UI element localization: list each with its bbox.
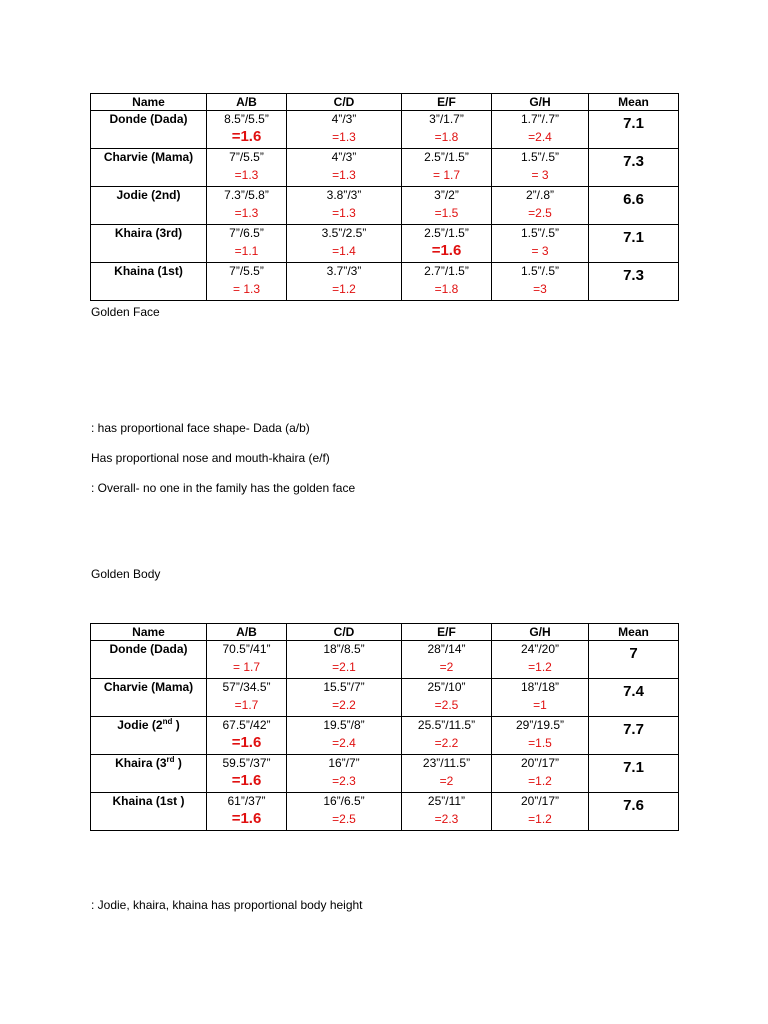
ratio-result: =2.4 [528, 130, 552, 144]
measurement-fraction: 3.7”/3” [326, 264, 362, 278]
person-name: Khaira (3rd ) [91, 755, 207, 793]
ratio-result: =1.3 [332, 130, 356, 144]
measurement-fraction: 57”/34.5” [222, 680, 271, 694]
person-name: Donde (Dada) [91, 641, 207, 679]
table-row [91, 263, 679, 301]
column-header: A/B [207, 94, 287, 111]
column-header: C/D [287, 94, 402, 111]
mean-value: 7.6 [589, 793, 679, 831]
ratio-cell [207, 225, 287, 263]
measurement-fraction: 4”/3” [331, 112, 357, 126]
ratio-result: =1.2 [528, 660, 552, 674]
measurement-fraction: 7”/5.5” [229, 264, 264, 278]
ratio-cell [207, 717, 287, 755]
measurement-fraction: 3”/1.7” [429, 112, 464, 126]
column-header: E/F [402, 624, 492, 641]
ratio-result: =2.4 [332, 736, 356, 750]
ratio-cell [402, 641, 492, 679]
table-row [91, 111, 679, 149]
ratio-result: =1.3 [234, 206, 259, 220]
person-name: Jodie (2nd ) [91, 717, 207, 755]
ratio-result: =2.2 [434, 736, 459, 750]
ratio-result: =2.3 [332, 774, 356, 788]
note-body-height: : Jodie, khaira, khaina has proportional body height [91, 898, 363, 912]
ratio-cell [207, 111, 287, 149]
mean-value: 7.1 [589, 225, 679, 263]
ratio-cell [287, 717, 402, 755]
ratio-result: =1.3 [332, 206, 356, 220]
ratio-cell [402, 679, 492, 717]
table-row [91, 641, 679, 679]
measurement-fraction: 1.5”/.5” [520, 150, 559, 164]
measurement-fraction: 18”/8.5” [323, 642, 365, 656]
table-row [91, 149, 679, 187]
golden-face-table [90, 93, 679, 301]
ratio-result: =2.5 [434, 698, 459, 712]
note-nose-mouth: Has proportional nose and mouth-khaira (e/f) [91, 451, 330, 465]
ratio-cell [492, 793, 589, 831]
measurement-fraction: 29”/19.5” [515, 718, 565, 732]
note-face-shape: : has proportional face shape- Dada (a/b) [91, 421, 310, 435]
measurement-fraction: 2.7”/1.5” [424, 264, 469, 278]
measurement-fraction: 23”/11.5” [422, 756, 471, 770]
ratio-cell [492, 225, 589, 263]
measurement-fraction: 59.5”/37” [222, 756, 271, 770]
ratio-cell [207, 679, 287, 717]
ratio-cell [207, 755, 287, 793]
ratio-result: =1.6 [231, 734, 262, 751]
measurement-fraction: 2.5”/1.5” [424, 150, 469, 164]
mean-value: 7 [589, 641, 679, 679]
measurement-fraction: 3.5”/2.5” [321, 226, 367, 240]
ratio-result: =1.1 [234, 244, 259, 258]
person-name: Khaina (1st) [91, 263, 207, 301]
measurement-fraction: 15.5”/7” [323, 680, 365, 694]
note-overall: : Overall- no one in the family has the golden face [91, 481, 356, 495]
ratio-result: = 1.7 [432, 168, 461, 182]
person-name: Khaira (3rd) [91, 225, 207, 263]
ratio-result: = 3 [531, 244, 549, 258]
measurement-fraction: 61”/37” [227, 794, 266, 808]
ratio-result: =1 [533, 698, 547, 712]
ratio-result: = 1.3 [232, 282, 261, 296]
ratio-result: =1.8 [434, 130, 459, 144]
measurement-fraction: 1.5”/.5” [520, 264, 559, 278]
ratio-cell [492, 149, 589, 187]
ratio-result: =1.6 [231, 772, 262, 789]
mean-value: 7.4 [589, 679, 679, 717]
ratio-cell [492, 263, 589, 301]
ratio-result: =3 [533, 282, 547, 296]
column-header: A/B [207, 624, 287, 641]
measurement-fraction: 19.5”/8” [323, 718, 365, 732]
ratio-result: =2 [439, 660, 454, 674]
ratio-result: =1.5 [528, 736, 552, 750]
ratio-result: =2.5 [528, 206, 552, 220]
measurement-fraction: 25.5”/11.5” [417, 718, 476, 732]
column-header: Name [91, 624, 207, 641]
person-name: Charvie (Mama) [91, 149, 207, 187]
table-row [91, 679, 679, 717]
person-name: Donde (Dada) [91, 111, 207, 149]
ratio-result: = 3 [531, 168, 549, 182]
ratio-cell [207, 263, 287, 301]
ratio-result: =1.2 [332, 282, 356, 296]
table-row [91, 717, 679, 755]
measurement-fraction: 18”/18” [520, 680, 560, 694]
ratio-result: =2.5 [332, 812, 356, 826]
person-name: Khaina (1st ) [91, 793, 207, 831]
ratio-result: =1.5 [434, 206, 459, 220]
ratio-result: =2.2 [332, 698, 356, 712]
golden-body-label: Golden Body [91, 567, 161, 581]
measurement-fraction: 70.5”/41” [222, 642, 271, 656]
column-header: C/D [287, 624, 402, 641]
ratio-cell [402, 793, 492, 831]
ratio-cell [287, 225, 402, 263]
ordinal-suffix: nd [162, 717, 173, 726]
table-header-row [91, 624, 679, 641]
ratio-result: =1.6 [231, 810, 262, 827]
golden-face-label: Golden Face [91, 305, 160, 319]
measurement-fraction: 7.3”/5.8” [224, 188, 269, 202]
mean-value: 6.6 [589, 187, 679, 225]
mean-value: 7.7 [589, 717, 679, 755]
column-header: G/H [492, 94, 589, 111]
column-header: Name [91, 94, 207, 111]
mean-value: 7.1 [589, 111, 679, 149]
measurement-fraction: 2.5”/1.5” [424, 226, 469, 240]
ratio-cell [287, 755, 402, 793]
ratio-result: = 1.7 [232, 660, 261, 674]
measurement-fraction: 7”/6.5” [229, 226, 264, 240]
ratio-cell [287, 793, 402, 831]
ratio-cell [287, 149, 402, 187]
ratio-cell [402, 263, 492, 301]
measurement-fraction: 3”/2” [434, 188, 459, 202]
ratio-cell [492, 679, 589, 717]
mean-value: 7.1 [589, 755, 679, 793]
ratio-cell [402, 187, 492, 225]
ratio-result: =2.3 [434, 812, 459, 826]
ratio-cell [207, 149, 287, 187]
column-header: Mean [589, 624, 679, 641]
table-row [91, 225, 679, 263]
measurement-fraction: 25”/11” [427, 794, 466, 808]
measurement-fraction: 24”/20” [520, 642, 560, 656]
ratio-result: =2 [439, 774, 454, 788]
ratio-cell [402, 755, 492, 793]
measurement-fraction: 1.7”/.7” [520, 112, 559, 126]
measurement-fraction: 3.8”/3” [326, 188, 362, 202]
mean-value: 7.3 [589, 149, 679, 187]
measurement-fraction: 16”/7” [328, 756, 360, 770]
column-header: E/F [402, 94, 492, 111]
ratio-cell [402, 717, 492, 755]
ratio-cell [492, 187, 589, 225]
measurement-fraction: 16”/6.5” [323, 794, 365, 808]
measurement-fraction: 8.5”/5.5” [224, 112, 269, 126]
ratio-result: =1.3 [234, 168, 259, 182]
ratio-cell [287, 263, 402, 301]
ratio-cell [402, 225, 492, 263]
table-row [91, 793, 679, 831]
ratio-cell [287, 679, 402, 717]
ratio-cell [287, 111, 402, 149]
ratio-result: =2.1 [332, 660, 356, 674]
ratio-result: =1.7 [234, 698, 259, 712]
ratio-result: =1.4 [332, 244, 356, 258]
ratio-result: =1.6 [231, 128, 262, 145]
ratio-cell [207, 641, 287, 679]
measurement-fraction: 2”/.8” [525, 188, 554, 202]
column-header: Mean [589, 94, 679, 111]
measurement-fraction: 28”/14” [427, 642, 466, 656]
golden-body-table [90, 623, 679, 831]
ratio-result: =1.2 [528, 774, 552, 788]
ordinal-suffix: rd [166, 755, 175, 764]
measurement-fraction: 25”/10” [427, 680, 466, 694]
ratio-cell [402, 111, 492, 149]
ratio-cell [287, 641, 402, 679]
ratio-result: =1.8 [434, 282, 459, 296]
measurement-fraction: 7”/5.5” [229, 150, 264, 164]
measurement-fraction: 20”/17” [520, 756, 560, 770]
ratio-result: =1.6 [431, 242, 462, 259]
ratio-cell [492, 755, 589, 793]
ratio-cell [287, 187, 402, 225]
ratio-cell [492, 111, 589, 149]
table-header-row [91, 94, 679, 111]
table-row [91, 187, 679, 225]
table-row [91, 755, 679, 793]
ratio-result: =1.3 [332, 168, 356, 182]
ratio-cell [207, 793, 287, 831]
measurement-fraction: 20”/17” [520, 794, 560, 808]
column-header: G/H [492, 624, 589, 641]
ratio-cell [207, 187, 287, 225]
ratio-result: =1.2 [528, 812, 552, 826]
measurement-fraction: 1.5”/.5” [520, 226, 559, 240]
measurement-fraction: 67.5”/42” [222, 718, 271, 732]
mean-value: 7.3 [589, 263, 679, 301]
ratio-cell [492, 641, 589, 679]
measurement-fraction: 4”/3” [331, 150, 357, 164]
person-name: Charvie (Mama) [91, 679, 207, 717]
ratio-cell [492, 717, 589, 755]
person-name: Jodie (2nd) [91, 187, 207, 225]
ratio-cell [402, 149, 492, 187]
